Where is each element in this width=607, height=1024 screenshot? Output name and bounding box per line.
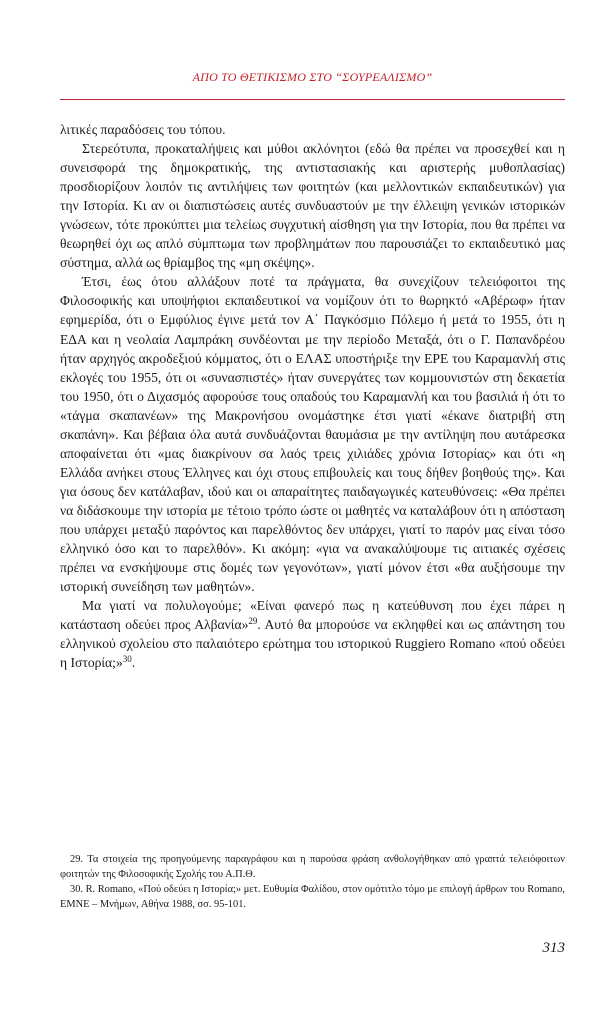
paragraph: Στερεότυπα, προκαταλήψεις και μύθοι ακλόνητοι (εδώ θα πρέπει να προσεχθεί και η συνεισφορά της δημοκρατικής, της αντιστασιακής και αριστερής μυθοπλασίας) προσδιορίζουν λοιπόν τις αντιλήψεις των φοιτητών (και μελλοντικών εκπαιδευτικών) για την Ιστορία. Κι αν οι διαπιστώσεις αυτές συνδυαστούν με την έλλειψη γενικών ιστορικών γνώσεων, τότε προκύπτει μια τελείως συγχυτική αίσθηση για την Ιστορία, που θα πρέπει να θεωρηθεί όχι ως απλό σύμπτωμα των προβλημάτων που παρουσιάζει το εκπαιδευτικό μας σύστημα, αλλά ως θρίαμβος της «μη σκέψης». <box>60 141 565 271</box>
paragraph-text: Μα γιατί να πολυλογούμε; «Είναι φανερό πως η κατεύθυνση που έχει πάρει η κατάσταση οδεύει προς Αλβανία» <box>60 598 565 633</box>
paragraph: Έτσι, έως ότου αλλάξουν ποτέ τα πράγματα, θα συνεχίζουν τελειόφοιτοι της Φιλοσοφικής και υποψήφιοι εκπαιδευτικοί να νομίζουν ότι το θωρηκτό «Αβέρωφ» ήταν εφημερίδα, ότι ο Εμφύλιος έγινε μετά τον Α΄ Παγκόσμιο Πόλεμο ή μετά το 1955, ότι η ΕΔΑ και η νεολαία Λαμπράκη συνδέονται με την περίοδο Μεταξά, ότι ο Γ. Παπανδρέου ήταν αρχηγός ακροδεξιού κόμματος, ότι ο ΕΛΑΣ υποστήριξε την ΕΡΕ του Καραμανλή στις εκλογές του 1955, ότι οι «συνασπιστές» ήταν συνεργάτες των κομμουνιστών στη δεκαετία του 1950, ότι ο Διχασμός αφορούσε τους οπαδούς του Καραμανλή και του βασιλιά ή ότι το «τάγμα σκαπανέων» της Μακρονήσου ονομάστηκε έτσι γιατί «έκανε διατριβή στη σκαπάνη». Και βέβαια όλα αυτά συνδυάζονται θαυμάσια με την αντίληψη που αυτάρεσκα αποφαίνεται ότι «μας διακρίνουν σα λαός τρεις χιλιάδες χρόνια Ιστορίας» και ότι «η Ελλάδα ανήκει στους Έλληνες και όχι στους επιβουλείς και τους δήθεν βοηθούς της». Και για όσους δεν κατάλαβαν, ιδού και οι απαραίτητες παιδαγωγικές κατευθύνσεις: «Θα πρέπει να διδάσκουμε την ιστορία με τέτοιο τρόπο ώστε οι μαθητές να καταλάβουν ότι η απόσταση που υπάρχει μεταξύ παρόντος και παρελθόντος δεν υπάρχει, γιατί το παρόν μας είναι τόσο ελληνικό όσο και το παρελθόν». Κι ακόμη: «για να ανακαλύψουμε τις αιτιακές σχέσεις πρέπει να ενσκήψουμε στις δομές των γεγονότων», γιατί μόνον έτσι «θα αυξήσουμε την ιστορική συνείδηση των μαθητών». <box>60 274 565 595</box>
body-text <box>60 120 565 672</box>
footnote-ref-30[interactable]: 30 <box>122 654 132 665</box>
paragraph-text: . Αυτό θα μπορούσε να εκληφθεί και ως απάντηση του ελληνικού σχολείου στο παλαιότερο ερώτημα του ιστορικού Ruggiero Romano «πού οδεύει η Ιστορία;» <box>60 617 565 671</box>
paragraph-text: . <box>131 655 136 671</box>
footnotes <box>60 852 565 912</box>
header-rule <box>60 99 565 100</box>
running-head: ΑΠΟ ΤΟ ΘΕΤΙΚΙΣΜΟ ΣΤΟ “ΣΟΥΡΕΑΛΙΣΜΟ” <box>192 70 433 84</box>
page-number: 313 <box>542 940 565 956</box>
footnote-ref-29[interactable]: 29 <box>248 616 258 627</box>
paragraph-continuation: λιτικές παραδόσεις του τόπου. <box>60 122 226 137</box>
paragraph-final <box>60 596 565 672</box>
footnote-29: 29. Τα στοιχεία της προηγούμενης παραγράφου και η παρούσα φράση ανθολογήθηκαν από γραπτά τελειόφοιτων φοιτητών της Φιλοσοφικής Σχολής του Α.Π.Θ. <box>60 854 565 880</box>
footnote-30: 30. R. Romano, «Πού οδεύει η Ιστορία;» μετ. Ευθυμία Φαλίδου, στον ομότιτλο τόμο με επιλογή άρθρων του Romano, ΕΜΝΕ – Μνήμων, Αθήνα 1988, σσ. 95-101. <box>60 884 565 910</box>
